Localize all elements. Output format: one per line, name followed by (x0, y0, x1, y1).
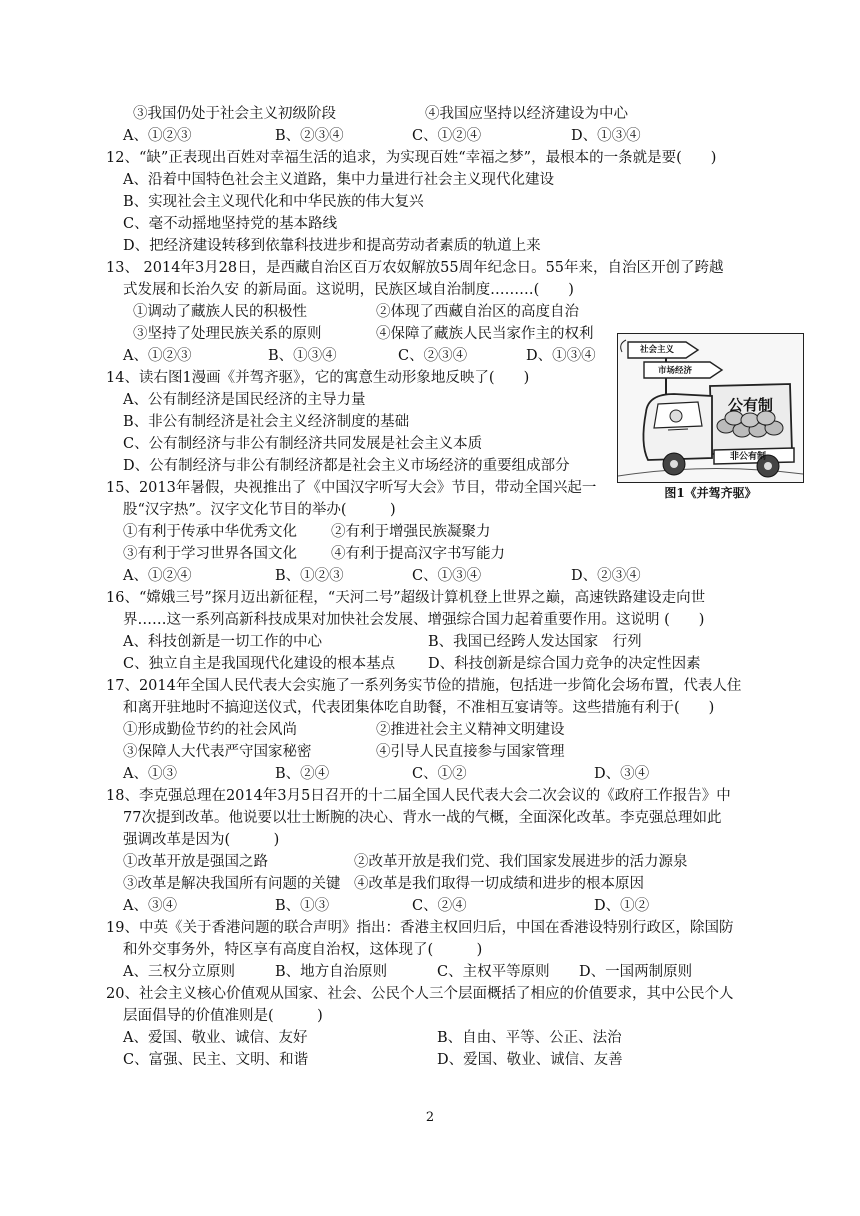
text-line-1-cell-3: D、①③④ (571, 128, 641, 144)
text-line-20-cell-1: ④有利于提高汉字书写能力 (331, 546, 505, 562)
sign-text-socialism: 社会主义 (640, 345, 675, 355)
text-line-43-cell-0: C、富强、民主、文明、和谐 (123, 1052, 309, 1068)
text-line-11-cell-1: B、①③④ (268, 348, 337, 364)
text-line-25-cell-1: D、科技创新是综合国力竞争的决定性因素 (428, 656, 701, 672)
text-line-21-cell-0: A、①②④ (123, 568, 192, 584)
text-line-26: 17、2014年全国人民代表大会实施了一系列务实节俭的措施，包括进一步简化会场布置，代表人住 (106, 678, 742, 694)
text-line-39-cell-3: D、一国两制原则 (579, 964, 693, 980)
text-line-3: A、沿着中国特色社会主义道路，集中力量进行社会主义现代化建设 (123, 172, 554, 188)
cartoon-figure (617, 333, 804, 500)
text-line-34-cell-0: ①改革开放是强国之路 (123, 854, 268, 870)
text-line-42-cell-0: A、爱国、敬业、诚信、友好 (123, 1030, 308, 1046)
text-line-36-cell-2: C、②④ (412, 898, 467, 914)
text-line-39-cell-2: C、主权平等原则 (437, 964, 550, 980)
text-line-9-cell-1: ②体现了西藏自治区的高度自治 (376, 304, 579, 320)
text-line-1-cell-2: C、①②④ (412, 128, 482, 144)
text-line-34-cell-1: ②改革开放是我们党、我们国家发展进步的活力源泉 (354, 854, 688, 870)
text-line-8: 式发展和长治久安 的新局面。这说明，民族区域自治制度………( ) (123, 282, 574, 298)
text-line-22: 16、“嫦娥三号”探月迈出新征程，“天河二号”超级计算机登上世界之巅，高速铁路建设走向世 (106, 590, 706, 606)
text-line-30-cell-1: B、②④ (275, 766, 330, 782)
text-line-19-cell-1: ②有利于增强民族凝聚力 (331, 524, 491, 540)
text-line-25-cell-0: C、独立自主是我国现代化建设的根本基点 (123, 656, 396, 672)
truck-illustration (618, 334, 803, 482)
text-line-42-cell-1: B、自由、平等、公正、法治 (437, 1030, 622, 1046)
text-line-7: 13、 2014年3月28日，是西藏自治区百万农奴解放55周年纪念日。55年来，自治区开创了跨越 (106, 260, 724, 276)
text-line-38: 和外交事务外，特区享有高度自治权，这体现了( ) (123, 942, 483, 958)
text-line-29-cell-1: ④引导人民直接参与国家管理 (376, 744, 565, 760)
text-line-6: D、把经济建设转移到依靠科技进步和提高劳动者素质的轨道上来 (123, 238, 541, 254)
text-line-11-cell-2: C、②③④ (398, 348, 468, 364)
figure-caption: 图1《并驾齐驱》 (664, 486, 757, 500)
text-line-27: 和离开驻地时不搞迎送仪式，代表团集体吃自助餐，不准相互宴请等。这些措施有利于( ) (123, 700, 715, 716)
text-line-5: C、毫不动摇地坚持党的基本路线 (123, 216, 338, 232)
text-line-9-cell-0: ①调动了藏族人民的积极性 (133, 304, 307, 320)
text-line-24-cell-1: B、我国已经跨人发达国家 行列 (428, 634, 642, 650)
text-line-30-cell-0: A、①③ (123, 766, 177, 782)
text-line-11-cell-3: D、①③④ (526, 348, 596, 364)
text-line-13: A、公有制经济是国民经济的主导力量 (123, 392, 366, 408)
text-line-4: B、实现社会主义现代化和中华民族的伟大复兴 (123, 194, 424, 210)
text-line-41: 层面倡导的价值准则是( ) (123, 1008, 323, 1024)
text-line-28-cell-0: ①形成勤俭节约的社会风尚 (123, 722, 297, 738)
cartoon-frame (617, 333, 804, 483)
text-line-0-cell-0: ③我国仍处于社会主义初级阶段 (133, 106, 336, 122)
text-line-1-cell-1: B、②③④ (275, 128, 344, 144)
text-line-43-cell-1: D、爱国、敬业、诚信、友善 (437, 1052, 623, 1068)
text-line-36-cell-1: B、①③ (275, 898, 330, 914)
text-line-18: 股“汉字热”。汉字文化节目的举办( ) (123, 502, 396, 518)
text-line-17: 15、2013年暑假，央视推出了《中国汉字听写大会》节目，带动全国兴起一 (106, 480, 597, 496)
sign-text-market-economy: 市场经济 (658, 366, 693, 376)
text-line-33: 强调改革是因为( ) (123, 832, 280, 848)
text-line-21-cell-1: B、①②③ (275, 568, 344, 584)
text-line-35-cell-1: ④改革是我们取得一切成绩和进步的根本原因 (354, 876, 644, 892)
text-line-11-cell-0: A、①②③ (123, 348, 192, 364)
text-line-12: 14、读右图1漫画《并驾齐驱》，它的寓意生动形象地反映了( ) (106, 370, 530, 386)
text-line-24-cell-0: A、科技创新是一切工作的中心 (123, 634, 322, 650)
text-line-21-cell-3: D、②③④ (571, 568, 641, 584)
text-line-35-cell-0: ③改革是解决我国所有问题的关键 (123, 876, 341, 892)
text-line-1-cell-0: A、①②③ (123, 128, 192, 144)
truck-label: 非公有制 (730, 452, 767, 462)
cargo-label: 公有制 (728, 396, 774, 414)
text-line-10-cell-0: ③坚持了处理民族关系的原则 (133, 326, 322, 342)
text-line-29-cell-0: ③保障人大代表严守国家秘密 (123, 744, 312, 760)
text-line-0-cell-1: ④我国应坚持以经济建设为中心 (425, 106, 628, 122)
page-number: 2 (425, 1110, 435, 1125)
text-line-10-cell-1: ④保障了藏族人民当家作主的权利 (376, 326, 594, 342)
text-line-28-cell-1: ②推进社会主义精神文明建设 (376, 722, 565, 738)
text-line-15: C、公有制经济与非公有制经济共同发展是社会主义本质 (123, 436, 483, 452)
text-line-37: 19、中英《关于香港问题的联合声明》指出：香港主权回归后，中国在香港设特别行政区，除国防 (106, 920, 734, 936)
text-line-31: 18、李克强总理在2014年3月5日召开的十二届全国人民代表大会二次会议的《政府工作报告》中 (106, 788, 731, 804)
text-line-16: D、公有制经济与非公有制经济都是社会主义市场经济的重要组成部分 (123, 458, 570, 474)
text-line-39-cell-0: A、三权分立原则 (123, 964, 235, 980)
text-line-40: 20、社会主义核心价值观从国家、社会、公民个人三个层面概括了相应的价值要求，其中公民个人 (106, 986, 734, 1002)
text-line-23: 界……这一系列高新科技成果对加快社会发展、增强综合国力起着重要作用。这说明 ( ) (123, 612, 705, 628)
text-line-14: B、非公有制经济是社会主义经济制度的基础 (123, 414, 410, 430)
text-line-30-cell-2: C、①② (412, 766, 467, 782)
text-line-19-cell-0: ①有利于传承中华优秀文化 (123, 524, 297, 540)
text-line-36-cell-3: D、①② (594, 898, 650, 914)
text-line-39-cell-1: B、地方自治原则 (275, 964, 388, 980)
text-line-21-cell-2: C、①③④ (412, 568, 482, 584)
text-line-32: 77次提到改革。他说要以壮士断腕的决心、背水一战的气概，全面深化改革。李克强总理如此 (123, 810, 722, 826)
text-line-20-cell-0: ③有利于学习世界各国文化 (123, 546, 297, 562)
text-line-2: 12、“缺”正表现出百姓对幸福生活的追求，为实现百姓“幸福之梦”，最根本的一条就是要( ) (106, 150, 717, 166)
text-line-30-cell-3: D、③④ (594, 766, 650, 782)
text-line-36-cell-0: A、③④ (123, 898, 177, 914)
